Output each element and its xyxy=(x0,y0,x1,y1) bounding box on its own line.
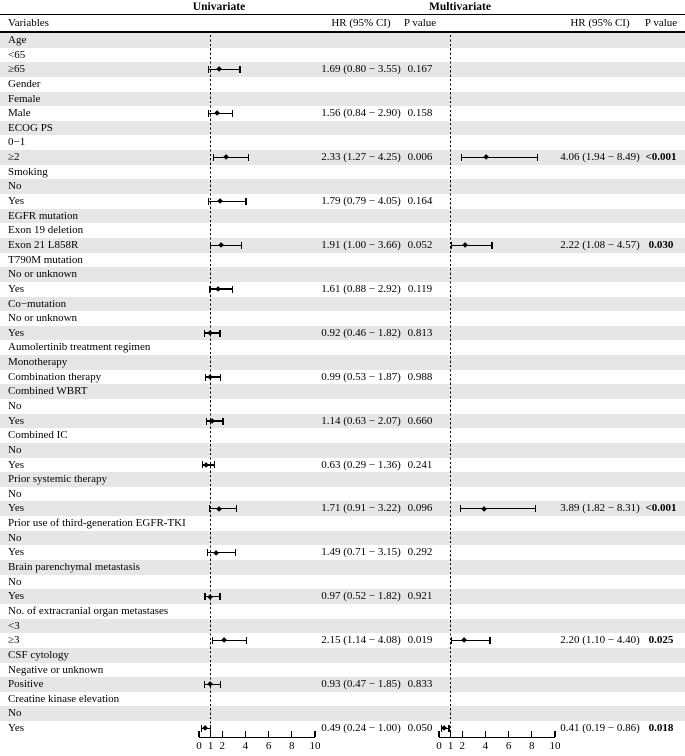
uni-ci-cap-high xyxy=(214,461,215,468)
table-row xyxy=(0,62,685,77)
row-label: Yes xyxy=(8,414,25,427)
table-row xyxy=(0,326,685,341)
table-row xyxy=(0,692,685,707)
uni-ci-cap-low xyxy=(207,549,208,556)
table-row xyxy=(0,589,685,604)
multi-axis-tick-label: 2 xyxy=(459,740,465,752)
multi-p-value: 0.018 xyxy=(648,722,674,735)
uni-axis-tick xyxy=(198,731,199,737)
table-row xyxy=(0,531,685,546)
table-row xyxy=(0,33,685,48)
table-row xyxy=(0,428,685,443)
table-row xyxy=(0,443,685,458)
multi-axis-tick xyxy=(531,731,532,737)
uni-hr-ci-text: 2.15 (1.14 − 4.08) xyxy=(321,634,401,647)
uni-ci-line xyxy=(207,552,235,553)
table-row xyxy=(0,648,685,663)
table-row xyxy=(0,604,685,619)
univariate-group-header: Univariate xyxy=(192,1,246,13)
table-row xyxy=(0,121,685,136)
uni-p-value: 0.988 xyxy=(407,370,433,383)
uni-axis-tick-label: 10 xyxy=(309,740,321,752)
row-label: No or unknown xyxy=(8,312,78,325)
uni-axis-tick-label: 2 xyxy=(219,740,225,752)
uni-p-value: 0.158 xyxy=(407,107,433,120)
uni-ci-cap-high xyxy=(239,66,240,73)
row-label: No xyxy=(8,531,22,544)
multi-point-marker xyxy=(481,506,487,512)
multi-axis-line xyxy=(439,737,555,738)
table-row xyxy=(0,487,685,502)
row-label: ECOG PS xyxy=(8,121,53,134)
row-label: Yes xyxy=(8,195,25,208)
table-row xyxy=(0,633,685,648)
uni-ci-cap-high xyxy=(222,418,223,425)
uni-point-marker xyxy=(217,198,223,204)
row-label: Yes xyxy=(8,722,25,735)
row-label: Brain parenchymal metastasis xyxy=(8,561,140,574)
uni-axis-tick-label: 4 xyxy=(242,740,249,752)
uni-axis-tick-label: 6 xyxy=(265,740,272,752)
uni-ci-cap-low xyxy=(204,681,205,688)
multi-hr-ci-text: 2.20 (1.10 − 4.40) xyxy=(560,634,640,647)
row-label: Combined WBRT xyxy=(8,385,88,398)
uni-ci-cap-high xyxy=(241,242,242,249)
uni-ci-cap-low xyxy=(205,374,206,381)
uni-hr-ci-text: 0.99 (0.53 − 1.87) xyxy=(321,370,401,383)
uni-p-value: 0.164 xyxy=(407,195,433,208)
multi-ci-line xyxy=(460,508,535,509)
uni-ci-line xyxy=(210,508,237,509)
uni-ci-cap-low xyxy=(204,330,205,337)
uni-ci-cap-low xyxy=(206,418,207,425)
row-label: EGFR mutation xyxy=(8,209,78,222)
row-label: Yes xyxy=(8,458,25,471)
table-row xyxy=(0,77,685,92)
table-row xyxy=(0,384,685,399)
row-label: Smoking xyxy=(8,165,48,178)
multi-hr-column-header: HR (95% CI) xyxy=(570,17,630,29)
variables-column-header: Variables xyxy=(8,17,49,29)
table-row xyxy=(0,458,685,473)
multi-axis-tick xyxy=(462,731,463,737)
row-label: Exon 21 L858R xyxy=(8,238,79,251)
uni-ci-line xyxy=(209,113,233,114)
table-row xyxy=(0,619,685,634)
row-label: Combined IC xyxy=(8,429,68,442)
multi-ci-cap-high xyxy=(537,154,538,161)
table-row xyxy=(0,238,685,253)
uni-point-marker xyxy=(221,638,227,644)
uni-hr-ci-text: 1.49 (0.71 − 3.15) xyxy=(321,546,401,559)
multi-ci-cap-high xyxy=(491,242,492,249)
uni-ci-line xyxy=(211,245,242,246)
uni-axis-tick xyxy=(245,731,246,737)
multi-ci-cap-high xyxy=(535,505,536,512)
multi-point-marker xyxy=(462,638,468,644)
uni-hr-ci-text: 1.79 (0.79 − 4.05) xyxy=(321,195,401,208)
uni-point-marker xyxy=(203,462,209,468)
table-row xyxy=(0,282,685,297)
row-label: Combination therapy xyxy=(8,370,102,383)
row-label: ≥3 xyxy=(8,634,20,647)
uni-ci-cap-low xyxy=(213,154,214,161)
multi-ci-cap-low xyxy=(460,505,461,512)
uni-ci-cap-high xyxy=(232,286,233,293)
table-row xyxy=(0,150,685,165)
uni-p-value: 0.833 xyxy=(407,678,433,691)
uni-ci-cap-high xyxy=(219,330,220,337)
uni-p-value: 0.921 xyxy=(407,590,433,603)
multi-p-value: <0.001 xyxy=(645,151,677,164)
uni-pvalue-column-header: P value xyxy=(403,17,437,29)
table-row xyxy=(0,472,685,487)
uni-hr-ci-text: 0.93 (0.47 − 1.85) xyxy=(321,678,401,691)
uni-p-value: 0.660 xyxy=(407,414,433,427)
table-row xyxy=(0,575,685,590)
uni-axis-tick-label: 0 xyxy=(196,740,202,752)
uni-p-value: 0.019 xyxy=(407,634,433,647)
table-row xyxy=(0,677,685,692)
row-label: Yes xyxy=(8,282,25,295)
multi-pvalue-column-header: P value xyxy=(644,17,678,29)
uni-hr-column-header: HR (95% CI) xyxy=(331,17,391,29)
uni-ci-line xyxy=(214,157,249,158)
multi-reference-line xyxy=(450,35,451,737)
uni-hr-ci-text: 1.71 (0.91 − 3.22) xyxy=(321,502,401,515)
uni-p-value: 0.006 xyxy=(407,151,433,164)
table-row xyxy=(0,721,685,736)
row-label: CSF cytology xyxy=(8,648,69,661)
uni-point-marker xyxy=(214,111,220,117)
table-row xyxy=(0,370,685,385)
row-label: Prior systemic therapy xyxy=(8,473,107,486)
multi-axis-tick xyxy=(450,731,451,737)
multi-ci-cap-low xyxy=(461,154,462,161)
table-row xyxy=(0,414,685,429)
multi-axis-tick xyxy=(554,731,555,737)
multi-axis-tick-label: 8 xyxy=(529,740,535,752)
uni-ci-cap-low xyxy=(208,198,209,205)
row-label: Monotherapy xyxy=(8,356,68,369)
row-label: Female xyxy=(8,92,41,105)
row-label: Co−mutation xyxy=(8,297,67,310)
table-row xyxy=(0,501,685,516)
multi-axis-tick xyxy=(438,731,439,737)
table-row xyxy=(0,223,685,238)
row-label: Male xyxy=(8,107,31,120)
uni-point-marker xyxy=(216,67,222,73)
uni-ci-line xyxy=(212,640,246,641)
uni-axis-tick xyxy=(222,731,223,737)
uni-point-marker xyxy=(218,242,224,248)
uni-ci-cap-high xyxy=(232,110,233,117)
table-row xyxy=(0,253,685,268)
uni-ci-cap-high xyxy=(236,505,237,512)
uni-point-marker xyxy=(223,154,229,160)
uni-ci-cap-high xyxy=(246,637,247,644)
multi-ci-cap-low xyxy=(451,637,452,644)
row-label: No xyxy=(8,443,22,456)
uni-axis-tick xyxy=(210,731,211,737)
row-label: Yes xyxy=(8,502,25,515)
uni-ci-cap-high xyxy=(235,549,236,556)
table-row xyxy=(0,106,685,121)
uni-p-value: 0.813 xyxy=(407,326,433,339)
uni-p-value: 0.292 xyxy=(407,546,433,559)
row-label: <3 xyxy=(8,619,20,632)
uni-hr-ci-text: 0.63 (0.29 − 1.36) xyxy=(321,458,401,471)
table-row xyxy=(0,194,685,209)
multi-axis-tick-label: 4 xyxy=(482,740,489,752)
multi-p-value: 0.025 xyxy=(648,634,674,647)
uni-hr-ci-text: 0.92 (0.46 − 1.82) xyxy=(321,326,401,339)
uni-axis-tick-label: 8 xyxy=(289,740,295,752)
uni-axis-tick xyxy=(314,731,315,737)
row-label: Positive xyxy=(8,678,44,691)
multi-axis-tick xyxy=(485,731,486,737)
row-label: No xyxy=(8,487,22,500)
multi-ci-cap-high xyxy=(489,637,490,644)
row-label: No xyxy=(8,180,22,193)
uni-hr-ci-text: 1.61 (0.88 − 2.92) xyxy=(321,282,401,295)
multi-axis-tick-label: 1 xyxy=(447,740,454,752)
uni-ci-cap-high xyxy=(219,593,220,600)
row-label: <65 xyxy=(8,48,26,61)
table-row xyxy=(0,355,685,370)
uni-point-marker xyxy=(213,550,219,556)
table-row xyxy=(0,340,685,355)
row-label: Exon 19 deletion xyxy=(8,224,84,237)
uni-axis-tick xyxy=(268,731,269,737)
table-row xyxy=(0,399,685,414)
multivariate-group-header: Multivariate xyxy=(429,1,491,13)
uni-hr-ci-text: 1.14 (0.63 − 2.07) xyxy=(321,414,401,427)
multi-ci-line xyxy=(462,157,538,158)
row-label: ≥65 xyxy=(8,63,26,76)
row-label: No xyxy=(8,400,22,412)
uni-hr-ci-text: 0.97 (0.52 − 1.82) xyxy=(321,590,401,603)
multi-ci-line xyxy=(452,245,492,246)
uni-hr-ci-text: 1.56 (0.84 − 2.90) xyxy=(321,107,401,120)
row-label: Yes xyxy=(8,590,25,603)
uni-ci-cap-low xyxy=(208,66,209,73)
multi-hr-ci-text: 0.41 (0.19 − 0.86) xyxy=(560,722,640,735)
uni-ci-cap-high xyxy=(220,681,221,688)
multi-axis-tick-label: 6 xyxy=(505,740,512,752)
multi-axis-tick-label: 10 xyxy=(549,740,561,752)
uni-ci-cap-low xyxy=(204,593,205,600)
uni-point-marker xyxy=(215,286,221,292)
table-row xyxy=(0,179,685,194)
uni-ci-line xyxy=(208,69,240,70)
uni-ci-cap-low xyxy=(212,637,213,644)
multi-axis-tick-label: 0 xyxy=(436,740,442,752)
row-label: 0−1 xyxy=(8,136,26,149)
uni-p-value: 0.052 xyxy=(407,238,433,251)
multi-axis-tick xyxy=(508,731,509,737)
uni-ci-line xyxy=(208,201,246,202)
uni-hr-ci-text: 1.91 (1.00 − 3.66) xyxy=(321,238,401,251)
table-row xyxy=(0,706,685,721)
uni-axis-tick-label: 1 xyxy=(207,740,214,752)
row-label: No xyxy=(8,575,22,588)
multi-hr-ci-text: 4.06 (1.94 − 8.49) xyxy=(560,151,640,164)
multi-hr-ci-text: 2.22 (1.08 − 4.57) xyxy=(560,238,640,251)
uni-ci-cap-high xyxy=(245,198,246,205)
row-label: Yes xyxy=(8,546,25,559)
table-row xyxy=(0,48,685,63)
uni-p-value: 0.167 xyxy=(407,63,433,76)
row-label: Negative or unknown xyxy=(8,663,104,676)
table-row xyxy=(0,516,685,531)
table-row xyxy=(0,297,685,312)
row-label: T790M mutation xyxy=(8,253,83,266)
uni-hr-ci-text: 1.69 (0.80 − 3.55) xyxy=(321,63,401,76)
row-label: Yes xyxy=(8,326,25,339)
uni-ci-cap-high xyxy=(248,154,249,161)
multi-hr-ci-text: 3.89 (1.82 − 8.31) xyxy=(560,502,640,515)
uni-point-marker xyxy=(216,506,222,512)
uni-ci-cap-high xyxy=(220,374,221,381)
table-row xyxy=(0,545,685,560)
row-label: Age xyxy=(8,34,27,46)
multi-p-value: <0.001 xyxy=(645,502,677,515)
row-label: Aumolertinib treatment regimen xyxy=(8,341,151,354)
table-row xyxy=(0,267,685,282)
uni-axis-line xyxy=(199,737,315,738)
row-label: Gender xyxy=(8,77,41,90)
multi-point-marker xyxy=(462,242,468,248)
uni-p-value: 0.050 xyxy=(407,722,433,735)
table-row xyxy=(0,135,685,150)
table-row xyxy=(0,165,685,180)
uni-p-value: 0.241 xyxy=(407,458,433,471)
row-label: No or unknown xyxy=(8,268,78,281)
table-row xyxy=(0,663,685,678)
row-label: Creatine kinase elevation xyxy=(8,692,120,705)
multi-point-marker xyxy=(483,154,489,160)
uni-p-value: 0.096 xyxy=(407,502,433,515)
table-row xyxy=(0,311,685,326)
multi-ci-line xyxy=(452,640,490,641)
table-row xyxy=(0,209,685,224)
table-row xyxy=(0,560,685,575)
row-label: No. of extracranial organ metastases xyxy=(8,604,169,617)
row-label: Prior use of third-generation EGFR-TKI xyxy=(8,517,186,530)
uni-reference-line xyxy=(210,35,211,737)
multi-p-value: 0.030 xyxy=(648,238,674,251)
table-row xyxy=(0,92,685,107)
uni-point-marker xyxy=(202,725,208,731)
uni-p-value: 0.119 xyxy=(407,282,433,295)
row-label: ≥2 xyxy=(8,151,20,164)
row-label: No xyxy=(8,707,22,720)
uni-hr-ci-text: 0.49 (0.24 − 1.00) xyxy=(321,722,401,735)
multi-ci-cap-low xyxy=(451,242,452,249)
uni-hr-ci-text: 2.33 (1.27 − 4.25) xyxy=(321,151,401,164)
uni-axis-tick xyxy=(291,731,292,737)
